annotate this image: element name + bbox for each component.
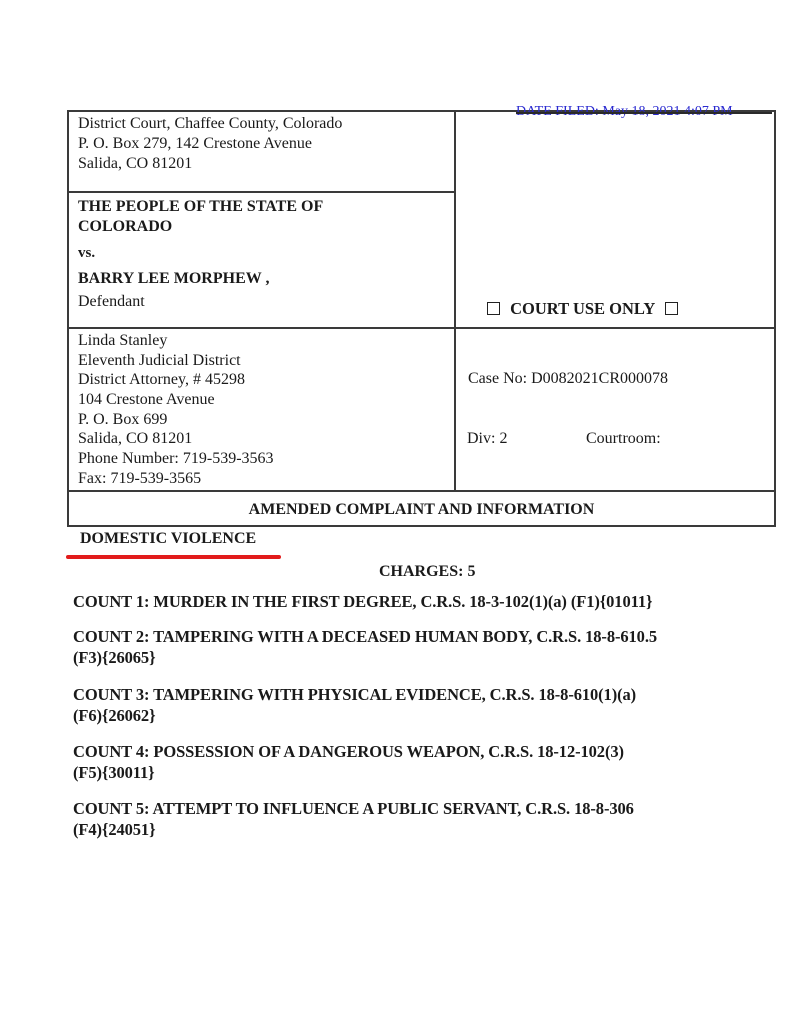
designation-label: DOMESTIC VIOLENCE bbox=[80, 530, 257, 547]
attorney-line: P. O. Box 699 bbox=[78, 411, 168, 428]
count-item-continued: (F3){26065} bbox=[73, 648, 156, 667]
attorney-line: District Attorney, # 45298 bbox=[78, 371, 245, 388]
court-address: P. O. Box 279, 142 Crestone Avenue bbox=[78, 135, 312, 152]
caption-rule-court bbox=[67, 191, 456, 193]
defendant-name: BARRY LEE MORPHEW , bbox=[78, 270, 270, 287]
count-item-continued: (F6){26062} bbox=[73, 706, 156, 725]
attorney-line: Eleventh Judicial District bbox=[78, 352, 241, 369]
red-underline-annotation bbox=[66, 555, 281, 559]
versus: vs. bbox=[78, 245, 96, 261]
count-item: COUNT 2: TAMPERING WITH A DECEASED HUMAN BODY, C.R.S. 18-8-610.5 bbox=[73, 627, 657, 646]
count-item-continued: (F5){30011} bbox=[73, 763, 155, 782]
document-title: AMENDED COMPLAINT AND INFORMATION bbox=[248, 501, 595, 518]
count-item: COUNT 3: TAMPERING WITH PHYSICAL EVIDENCE, C.R.S. 18-8-610(1)(a) bbox=[73, 685, 637, 704]
count-item: COUNT 5: ATTEMPT TO INFLUENCE A PUBLIC SERVANT, C.R.S. 18-8-306 bbox=[73, 799, 634, 818]
checkbox-right[interactable] bbox=[665, 302, 678, 315]
charges-heading: CHARGES: 5 bbox=[379, 563, 476, 580]
court-city: Salida, CO 81201 bbox=[78, 155, 193, 172]
date-filed-strike bbox=[516, 112, 772, 114]
caption-rule-attorney bbox=[67, 490, 776, 492]
caption-rule-parties bbox=[67, 327, 776, 329]
court-use-only-label: COURT USE ONLY bbox=[510, 299, 656, 318]
division: Div: 2 bbox=[467, 430, 508, 447]
attorney-fax: Fax: 719-539-3565 bbox=[78, 470, 202, 487]
defendant-label: Defendant bbox=[78, 293, 145, 310]
checkbox-left[interactable] bbox=[487, 302, 500, 315]
plaintiff-line-2: COLORADO bbox=[78, 218, 173, 235]
plaintiff-line-1: THE PEOPLE OF THE STATE OF bbox=[78, 198, 324, 215]
attorney-line: 104 Crestone Avenue bbox=[78, 391, 215, 408]
court-use-only bbox=[487, 299, 678, 319]
courtroom: Courtroom: bbox=[586, 430, 661, 447]
attorney-line: Linda Stanley bbox=[78, 332, 168, 349]
count-item-continued: (F4){24051} bbox=[73, 820, 156, 839]
attorney-phone: Phone Number: 719-539-3563 bbox=[78, 450, 274, 467]
count-item: COUNT 4: POSSESSION OF A DANGEROUS WEAPON, C.R.S. 18-12-102(3) bbox=[73, 742, 624, 761]
court-name: District Court, Chaffee County, Colorado bbox=[78, 115, 343, 132]
count-item: COUNT 1: MURDER IN THE FIRST DEGREE, C.R.S. 18-3-102(1)(a) (F1){01011} bbox=[73, 592, 653, 611]
case-number: Case No: D0082021CR000078 bbox=[468, 370, 668, 387]
caption-divider-vertical bbox=[454, 110, 456, 492]
attorney-line: Salida, CO 81201 bbox=[78, 430, 193, 447]
